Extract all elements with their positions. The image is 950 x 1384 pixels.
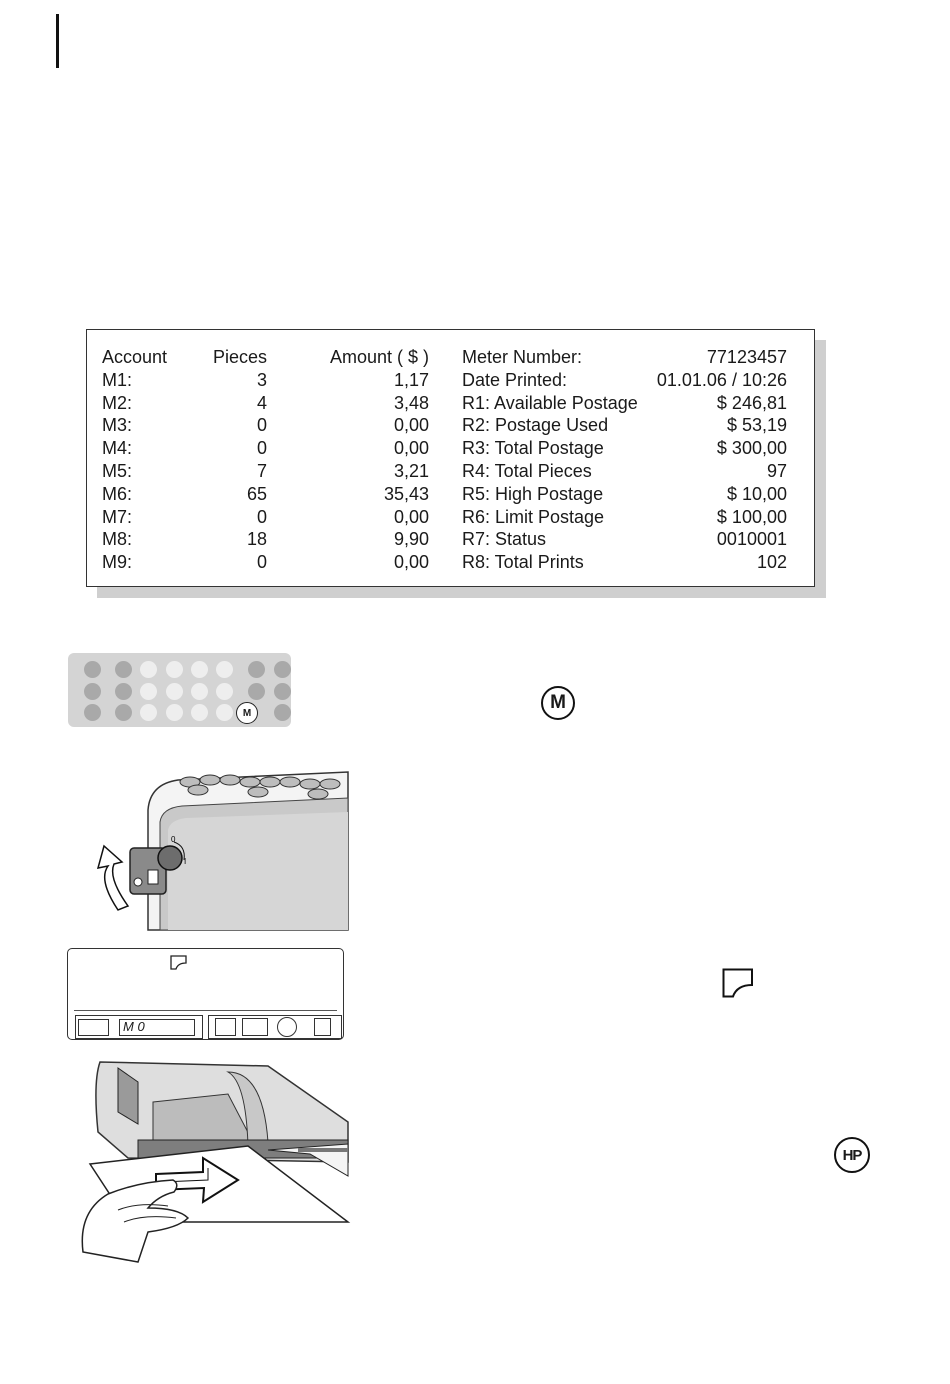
- account-name: M2:: [102, 392, 133, 413]
- account-name: M9:: [102, 552, 133, 573]
- account-row: [102, 414, 429, 437]
- keypad-key: [115, 683, 132, 700]
- keypad-key: [166, 661, 183, 678]
- meter-value: $ 10,00: [726, 483, 787, 504]
- display-value: M 0: [119, 1019, 195, 1036]
- meter-value: 97: [766, 460, 787, 481]
- keypad-key: [115, 704, 132, 721]
- meter-row: [462, 437, 787, 460]
- meter-row: [462, 483, 787, 506]
- keypad-key: [274, 661, 291, 678]
- account-pieces: 18: [246, 529, 267, 550]
- meter-value: $ 246,81: [716, 392, 787, 413]
- display-box-small: [78, 1019, 109, 1036]
- account-pieces: 0: [256, 506, 267, 527]
- meter-table: [462, 346, 787, 574]
- meter-row: [462, 369, 787, 392]
- header-amount: Amount ( $ ): [329, 347, 429, 367]
- account-name: M7:: [102, 506, 133, 527]
- header-account: Account: [102, 347, 168, 367]
- account-name: M5:: [102, 460, 133, 481]
- account-pieces: 4: [256, 392, 267, 413]
- keypad-key: [84, 704, 101, 721]
- account-pieces: 7: [256, 460, 267, 481]
- account-pieces: 65: [246, 483, 267, 504]
- header-pieces: Pieces: [212, 347, 267, 367]
- display-divider: [74, 1010, 337, 1011]
- meter-label: R1: Available Postage: [462, 392, 638, 413]
- keypad-key: [84, 683, 101, 700]
- display-slot-2: [242, 1018, 268, 1036]
- meter-value: $ 300,00: [716, 438, 787, 459]
- account-amount: 0,00: [393, 438, 429, 459]
- account-name: M1:: [102, 369, 133, 390]
- m-key: M: [236, 702, 258, 724]
- meter-row: [462, 551, 787, 574]
- account-row: [102, 506, 429, 529]
- meter-value: 0010001: [716, 529, 787, 550]
- keypad-key: [216, 704, 233, 721]
- account-pieces: 0: [256, 438, 267, 459]
- hp-key-symbol: HP: [834, 1137, 870, 1173]
- report-panel: [86, 329, 815, 587]
- meter-row: [462, 528, 787, 551]
- keypad-key: [166, 683, 183, 700]
- account-name: M4:: [102, 438, 133, 459]
- envelope-icon: [170, 955, 188, 970]
- account-pieces: 3: [256, 369, 267, 390]
- meter-label: R3: Total Postage: [462, 438, 604, 459]
- keypad-key: [140, 661, 157, 678]
- account-row: [102, 369, 429, 392]
- keypad-key: [248, 683, 265, 700]
- keypad-key: [115, 661, 132, 678]
- meter-value: 01.01.06 / 10:26: [656, 369, 787, 390]
- account-row: [102, 483, 429, 506]
- account-header-row: [102, 346, 429, 369]
- meter-value: 77123457: [706, 347, 787, 367]
- meter-label: Meter Number:: [462, 347, 583, 367]
- feeding-envelope-icon: [78, 1062, 348, 1262]
- meter-value: 102: [756, 552, 787, 573]
- account-row: [102, 528, 429, 551]
- keypad-key: [191, 683, 208, 700]
- account-name: M8:: [102, 529, 133, 550]
- account-pieces: 0: [256, 552, 267, 573]
- display-slot-4: [314, 1018, 331, 1036]
- meter-label: R8: Total Prints: [462, 552, 584, 573]
- keypad-key: [274, 704, 291, 721]
- key-switch-icon: [78, 770, 348, 930]
- meter-value: $ 100,00: [716, 506, 787, 527]
- meter-label: R5: High Postage: [462, 483, 604, 504]
- display-slot-3: [277, 1017, 297, 1037]
- keypad-key: [140, 683, 157, 700]
- margin-rule: [56, 14, 59, 68]
- meter-row: [462, 506, 787, 529]
- meter-row: [462, 414, 787, 437]
- account-amount: 0,00: [393, 506, 429, 527]
- account-row: [102, 551, 429, 574]
- meter-label: R7: Status: [462, 529, 547, 550]
- account-amount: 35,43: [383, 483, 429, 504]
- account-amount: 3,21: [393, 460, 429, 481]
- keypad-key: [84, 661, 101, 678]
- account-amount: 9,90: [393, 529, 429, 550]
- meter-label: R6: Limit Postage: [462, 506, 605, 527]
- account-row: [102, 460, 429, 483]
- keypad-key: [191, 661, 208, 678]
- svg-text:0: 0: [171, 835, 176, 844]
- account-table: [102, 346, 429, 574]
- keypad-key: [166, 704, 183, 721]
- keypad-key: [140, 704, 157, 721]
- m-key-symbol: M: [541, 686, 575, 720]
- account-pieces: 0: [256, 415, 267, 436]
- account-name: M3:: [102, 415, 133, 436]
- display-slot-1: [215, 1018, 236, 1036]
- keypad-key: [191, 704, 208, 721]
- account-amount: 3,48: [393, 392, 429, 413]
- meter-row: [462, 346, 787, 369]
- keypad-key: [274, 683, 291, 700]
- account-amount: 0,00: [393, 415, 429, 436]
- svg-text:I: I: [184, 857, 187, 866]
- meter-label: R2: Postage Used: [462, 415, 609, 436]
- meter-row: [462, 460, 787, 483]
- account-row: [102, 437, 429, 460]
- account-amount: 0,00: [393, 552, 429, 573]
- meter-value: $ 53,19: [726, 415, 787, 436]
- keypad-key: [248, 661, 265, 678]
- keypad-key: [216, 683, 233, 700]
- meter-label: Date Printed:: [462, 369, 568, 390]
- account-name: M6:: [102, 483, 133, 504]
- keypad-key: [216, 661, 233, 678]
- envelope-symbol-icon: [722, 968, 754, 998]
- meter-label: R4: Total Pieces: [462, 460, 592, 481]
- meter-row: [462, 392, 787, 415]
- account-amount: 1,17: [393, 369, 429, 390]
- account-row: [102, 392, 429, 415]
